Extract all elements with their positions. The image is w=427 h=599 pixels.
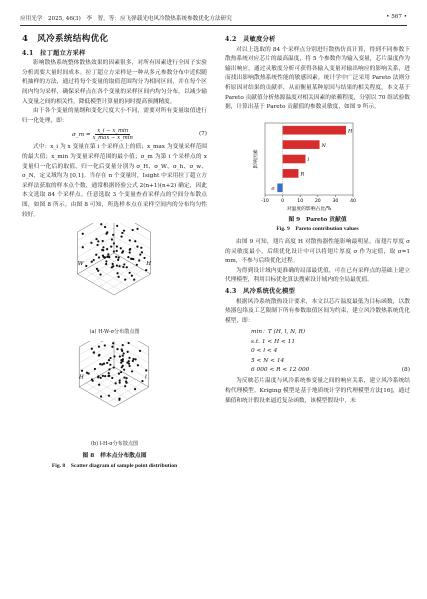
sample-point: [128, 342, 130, 344]
sample-point: [114, 389, 116, 391]
sample-point: [122, 266, 124, 268]
sample-point: [122, 358, 124, 360]
journal-info: 应用光学 2025, 46(3) 李 智，等：应飞弹载光电风冷散热系统参数优化方法研究: [20, 16, 232, 22]
x-axis-label: 对温度的影响占比/%: [286, 206, 332, 212]
sample-point: [87, 372, 89, 374]
sample-point: [108, 368, 110, 370]
category-label: N: [321, 142, 326, 149]
sample-point: [115, 256, 117, 258]
sample-point: [106, 362, 108, 364]
sample-point: [119, 381, 121, 383]
sample-point: [122, 354, 124, 356]
grid-line: [86, 371, 121, 391]
sample-point: [111, 377, 113, 379]
sample-point: [124, 385, 126, 387]
sample-point: [107, 253, 109, 255]
sample-point: [104, 375, 106, 377]
sample-point: [120, 371, 122, 373]
figure-9-caption-en: Fig. 9 Pareto contribution values: [276, 226, 359, 233]
sample-point: [100, 376, 102, 378]
sample-point: [121, 232, 123, 234]
grid-line: [93, 379, 128, 399]
sample-point: [108, 394, 110, 396]
bar: [283, 154, 306, 163]
x-tick-label: 30: [332, 198, 339, 204]
scatter-plot-a: [22, 223, 207, 327]
grid-line: [114, 343, 149, 363]
paragraph: 为反映芯片温度与风冷系统参变量之间的响应关系，建立风冷系统结构代理模型。Kriging 模型是基于地质统计学的代理模型方法[16]，通过插值和统计假设来逼近复杂函数，该模型假设中，未: [225, 378, 410, 404]
sample-point: [100, 223, 102, 225]
sample-point: [113, 355, 115, 357]
figure-8-caption: 图 8 样本点分布散点图: [82, 453, 147, 460]
sample-point: [96, 244, 98, 246]
cube-edge: [114, 253, 151, 274]
cube-edge: [77, 223, 114, 232]
x-tick-label: 10: [297, 198, 304, 204]
eq8-number: (8): [401, 367, 410, 374]
axis-label: H: [146, 260, 152, 267]
model-line: s.t. 1 < H < 11: [251, 338, 296, 345]
x-tick-label: 20: [314, 198, 321, 204]
scatter-plot-b: [22, 341, 207, 439]
model-line: 0 < l < 4: [251, 348, 278, 355]
sample-point: [136, 228, 138, 230]
sample-point: [134, 240, 136, 242]
sample-point: [129, 272, 131, 274]
cube-edge: [79, 387, 114, 407]
eq7-lhs: σ_m =: [72, 132, 91, 139]
equation-7: [22, 128, 207, 141]
sample-point: [97, 376, 99, 378]
sample-point: [116, 225, 118, 227]
cube-edge: [114, 367, 149, 387]
sample-point: [129, 365, 131, 367]
sample-point: [81, 369, 83, 371]
running-header: [20, 14, 407, 26]
sample-point: [98, 353, 100, 355]
sample-point: [112, 342, 114, 344]
sample-point: [113, 242, 115, 244]
sample-point: [132, 358, 134, 360]
eq7-fraction: [93, 128, 133, 141]
sample-point: [123, 368, 125, 370]
axis-label: W: [77, 260, 84, 267]
sample-point: [145, 269, 147, 271]
sample-point: [85, 265, 87, 267]
sample-point: [117, 259, 119, 261]
grid-line: [114, 223, 151, 240]
grid-line: [114, 245, 151, 266]
sample-point: [135, 358, 137, 360]
axis-label: l: [145, 374, 147, 381]
sample-point: [141, 251, 143, 253]
sample-point: [90, 242, 92, 244]
paragraph: 由图 9 可知，翅片高度 H 对散热器性能影响最明显，而翅片厚度 σ 的灵敏度最小，后续优化设计中可以将翅片厚度 σ 作为定值，取 σ=1 mm，不参与后续优化过程。: [225, 238, 410, 265]
sample-point: [106, 248, 108, 250]
eq7-denominator: x_max − x_min: [92, 135, 133, 142]
sample-point: [118, 276, 120, 278]
grid-line: [114, 359, 149, 379]
sample-point: [121, 366, 123, 368]
category-label: l: [307, 156, 310, 163]
sample-point: [113, 251, 115, 253]
sample-point: [120, 247, 122, 249]
sample-point: [98, 383, 100, 385]
sample-point: [139, 254, 141, 256]
page-number: • 567 •: [386, 14, 407, 20]
model-line: 5 < N < 14: [251, 357, 285, 364]
sample-point: [119, 355, 121, 357]
sample-point: [91, 347, 93, 349]
sample-point: [123, 263, 125, 265]
bar: [283, 126, 346, 135]
sample-point: [104, 256, 106, 258]
grid-line: [92, 261, 129, 282]
sample-point: [132, 229, 134, 231]
sample-point: [145, 369, 147, 371]
grid-line: [114, 236, 151, 257]
sample-point: [113, 366, 115, 368]
sample-point: [102, 240, 104, 242]
sample-point: [133, 279, 135, 281]
sample-point: [137, 364, 139, 366]
sample-point: [129, 251, 131, 253]
sample-point: [122, 344, 124, 346]
eq7-numerator: x_i − x_min: [97, 128, 129, 135]
sample-point: [96, 268, 98, 270]
sample-point: [136, 246, 138, 248]
sample-point: [140, 247, 142, 249]
sample-point: [118, 256, 120, 258]
axis-label: H: [78, 374, 84, 381]
sample-point: [104, 344, 106, 346]
sample-point: [115, 382, 117, 384]
sample-point: [97, 270, 99, 272]
sample-point: [91, 261, 93, 263]
grid-line: [114, 351, 149, 371]
paragraph: 为得到设计域内更准确的局部最优值，可在已有采样点的基础上建立代理模型，利用目标优化算法搜索设计域内的全局最优值。: [225, 267, 410, 284]
paragraph: 式中：x_i 为 x 变量在第 i 个采样点上的值；x_max 为变量采样范围的最大值；x_min 为变量采样范围的最小值；σ_m 为第 i 个采样点的 x 变量归一化后的取值。归一化后变量分别为 σ_H、σ_W、σ_h、σ_w、σ_N，定义域均为 [0,1]。当存在 n 个变量时，Isight 中采用拉丁超立方采样法获取的样本点个数，通常根据经验公式 2(n+1)(n+2) 确定，因此本文选取 84 个采样点。任意选取 3 个变量查看采样点的空间分布散点图，如图 8 所示。由图 8 可知，所选样本点在采样空间内的分布均匀性较好。: [22, 144, 207, 218]
sample-point: [134, 388, 136, 390]
model-line: min：T (H, l, N, R): [251, 329, 306, 336]
section-4-1-title: 4.1 拉丁超立方采样: [22, 49, 86, 57]
sample-point: [128, 356, 130, 358]
sample-point: [98, 345, 100, 347]
sample-point: [108, 372, 110, 374]
sample-point: [116, 265, 118, 267]
sample-point: [132, 360, 134, 362]
sample-point: [129, 248, 131, 250]
sample-point: [95, 254, 97, 256]
sample-point: [102, 249, 104, 251]
cube-edge: [77, 274, 114, 295]
grid-line: [99, 266, 136, 287]
sample-point: [95, 238, 97, 240]
sample-point: [108, 256, 110, 258]
sample-point: [125, 381, 127, 383]
sample-point: [121, 349, 123, 351]
figure-9-caption: 图 9 Pareto 贡献值: [288, 216, 347, 223]
sample-point: [123, 376, 125, 378]
sample-point: [104, 226, 106, 228]
sample-point: [118, 372, 120, 374]
section-4-title: 4 风冷系统结构优化: [22, 34, 109, 44]
sample-point: [118, 398, 120, 400]
optimization-model: [225, 328, 410, 375]
right-column: [225, 34, 410, 406]
paragraph: 根据风冷系统散热设计要求，本文以芯片温度最低为目标函数，以散热器包络及工艺限制下所有参数取值区间为约束，建立风冷散热系统优化模型，即：: [225, 298, 410, 324]
grid-line: [86, 383, 121, 403]
eq7-number: (7): [198, 131, 207, 138]
sample-point: [109, 363, 111, 365]
sample-point: [82, 246, 84, 248]
grid-line: [100, 379, 135, 399]
grid-line: [100, 375, 135, 395]
grid-line: [77, 223, 114, 240]
section-4-3-title: 4.3 风冷系统优化模型: [225, 287, 296, 295]
paragraph: 由于各个变量的量纲和变化尺度大小不同，需要对所有变量取值进行归一化处理，即：: [22, 108, 207, 124]
category-label: R: [300, 171, 305, 178]
sample-point: [105, 263, 107, 265]
category-label: σ: [271, 185, 275, 192]
left-column: [22, 34, 207, 471]
sample-point: [127, 350, 129, 352]
sample-point: [124, 279, 126, 281]
sample-point: [127, 256, 129, 258]
pareto-bar-chart: [225, 117, 410, 215]
sample-point: [118, 265, 120, 267]
grid-line: [85, 270, 122, 291]
sample-point: [112, 265, 114, 267]
sample-point: [106, 231, 108, 233]
sample-point: [130, 258, 132, 260]
sample-point: [100, 395, 102, 397]
sample-point: [108, 359, 110, 361]
figure-8-caption-en: Fig. 8 Scatter diagram of sample point distribution: [51, 462, 178, 469]
section-4-2-title: 4.2 灵敏度分析: [225, 36, 276, 43]
sample-point: [93, 351, 95, 353]
sample-point: [109, 357, 111, 359]
bar: [283, 140, 320, 149]
paragraph: 对以上选取的 84 个采样点分别进行散热仿真计算，得到不同参数下散热系统对应芯片的最高温度，将 5 个参数作为输入变量，芯片温度作为输出响应，通过灵敏度分析可获得各输入变量对输出响应的影响关系，进而找出影响散热系统性能的敏感因素。统计学中广泛采用 Pareto 法则分析原因对结果的贡献率，从而衡量某种原因与结果的相关程度。本文基于 Pareto 贡献值分析热源温度对相关因素的依赖程度，分别以 70 组试验数据，计算出基于 Pareto 贡献值的参数灵敏度，如图 9 所示。: [225, 46, 410, 111]
sample-point: [123, 352, 125, 354]
sample-point: [116, 348, 118, 350]
x-tick-label: 0: [281, 198, 285, 204]
bar: [277, 183, 282, 192]
sample-point: [143, 257, 145, 259]
sample-point: [138, 259, 140, 261]
sample-point: [111, 345, 113, 347]
sample-point: [103, 362, 105, 364]
grid-line: [85, 257, 122, 278]
sample-point: [141, 380, 143, 382]
sample-point: [139, 349, 141, 351]
sample-point: [125, 377, 127, 379]
sample-point: [102, 246, 104, 248]
subfigure-caption-b: (b) l-H-σ分布散点图: [90, 440, 139, 447]
sample-point: [116, 250, 118, 252]
y-axis-label: 影响因素: [254, 149, 259, 169]
sample-point: [112, 263, 114, 265]
sample-point: [97, 240, 99, 242]
sample-point: [123, 230, 125, 232]
sample-point: [110, 246, 112, 248]
x-tick-label: 40: [350, 198, 356, 204]
sample-point: [116, 245, 118, 247]
sample-point: [136, 264, 138, 266]
subfigure-caption-a: (a) H-W-σ分布散点图: [89, 329, 140, 336]
sample-point: [92, 379, 94, 381]
model-line: 6 000 < R < 12 000: [251, 366, 310, 373]
sample-point: [94, 368, 96, 370]
grid-line: [107, 371, 142, 391]
sample-point: [131, 370, 133, 372]
sample-point: [126, 361, 128, 363]
sample-point: [129, 239, 131, 241]
sample-point: [99, 363, 101, 365]
sample-point: [111, 239, 113, 241]
grid-line: [99, 261, 136, 282]
sample-point: [102, 374, 104, 376]
sample-point: [131, 275, 133, 277]
sample-point: [112, 234, 114, 236]
sample-point: [120, 236, 122, 238]
bar: [283, 169, 299, 178]
sample-point: [93, 259, 95, 261]
sample-point: [119, 379, 121, 381]
grid-line: [77, 228, 114, 249]
x-tick-label: -10: [261, 198, 269, 204]
sample-point: [126, 266, 128, 268]
sample-point: [116, 272, 118, 274]
paragraph: 影响散热系统整体散热效果的因素很多，对所有因素进行全因子实验分析需要大量时间成本。拉丁超立方采样是一种从多元参数分布中近似随机抽样的方法，通过将每个变量的取值范围均分为相同区间，并在每个区间内均匀采样，确保采样点在各个变量的采样区间内均匀分布，以减少输入变量之间的相关性，降低模型计算量的同时提高预测精度。: [22, 60, 207, 105]
cube-edge: [114, 387, 149, 407]
sample-point: [121, 252, 123, 254]
sample-point: [105, 260, 107, 262]
sample-point: [107, 375, 109, 377]
category-label: H: [347, 128, 353, 135]
sample-point: [99, 274, 101, 276]
sample-point: [120, 361, 122, 363]
sample-point: [82, 233, 84, 235]
sample-point: [98, 256, 100, 258]
